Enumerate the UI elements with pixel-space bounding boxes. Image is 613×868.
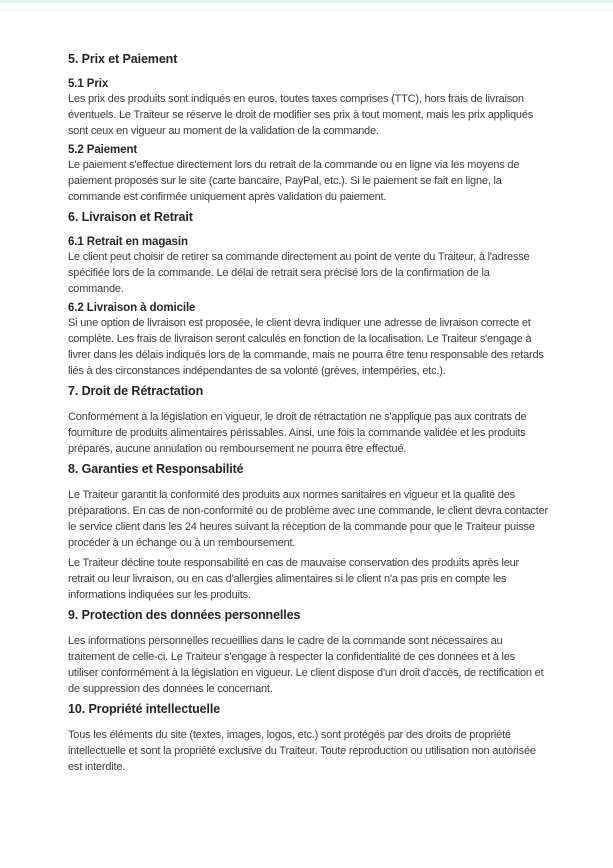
subsection-heading: 5.2 Paiement [68,144,138,156]
paragraph: Le Traiteur garantit la conformité des produits aux normes sanitaires en vigueur et la qualité des préparations. En cas de non-conformité ou de problème avec une commande, le client devra contacter le service client dans les 24 heures suivant la réception de la commande pour que le Traiteur puisse procéder à un échange ou à un remboursement. [68,489,548,549]
section-heading: 6. Livraison et Retrait [68,210,193,224]
subsection-heading: 6.1 Retrait en magasin [68,236,188,248]
section-heading: 10. Propriété intellectuelle [68,702,221,716]
subsection-heading: 6.2 Livraison à domicile [68,302,196,314]
section-heading: 9. Protection des données personnelles [68,608,301,622]
section-heading: 7. Droit de Rétractation [68,384,204,398]
paragraph: Le client peut choisir de retirer sa commande directement au point de vente du Traiteur, à l'adresse spécifiée lors de la commande. Le délai de retrait sera précisé lors de la confirmation de la commande. [68,251,530,295]
terms-document [68,51,548,779]
paragraph: Si une option de livraison est proposée, le client devra indiquer une adresse de livraison correcte et complète. Les frais de livraison seront calculés en fonction de la localisation. Le Traiteur s'engage à livrer dans les délais indiqués lors de la commande, mais ne pourra être tenu responsable des retards liés à des circonstances indépendantes de sa volonté (grèves, intempéries, etc.). [68,317,544,377]
paragraph: Le Traiteur décline toute responsabilité en cas de mauvaise conservation des produits après leur retrait ou leur livraison, ou en cas d'allergies alimentaires si le client n'a pas pris en compte les informations indiquées sur les produits. [68,557,520,601]
section-heading: 5. Prix et Paiement [68,52,178,66]
paragraph: Les informations personnelles recueillies dans le cadre de la commande sont nécessaires au traitement de celle-ci. Le Traiteur s'engage à respecter la confidentialité de ces données et à les utiliser conformément à la législation en vigueur. Le client dispose d'un droit d'accès, de rectification et de suppression des données le concernant. [68,635,544,695]
paragraph: Tous les éléments du site (textes, images, logos, etc.) sont protégés par des droits de propriété intellectuelle et sont la propriété exclusive du Traiteur. Toute reproduction ou utilisation non autorisée est interdite. [68,729,536,773]
page-top-divider [0,10,613,11]
paragraph: Le paiement s'effectue directement lors du retrait de la commande ou en ligne via les moyens de paiement proposés sur le site (carte bancaire, PayPal, etc.). Si le paiement se fait en ligne, la commande est confirmée uniquement après validation du paiement. [68,159,520,203]
paragraph: Conformément à la législation en vigueur, le droit de rétractation ne s'applique pas aux contrats de fourniture de produits alimentaires périssables. Ainsi, une fois la commande validée et les produits préparés, aucune annulation ou remboursement ne pourra être effectué. [68,411,527,455]
section-heading: 8. Garanties et Responsabilité [68,462,244,476]
top-accent-line [0,0,613,3]
paragraph: Les prix des produits sont indiqués en euros, toutes taxes comprises (TTC), hors frais de livraison éventuels. Le Traiteur se réserve le droit de modifier ses prix à tout moment, mais les prix appliqués sont ceux en vigueur au moment de la validation de la commande. [68,93,534,137]
subsection-heading: 5.1 Prix [68,78,109,90]
